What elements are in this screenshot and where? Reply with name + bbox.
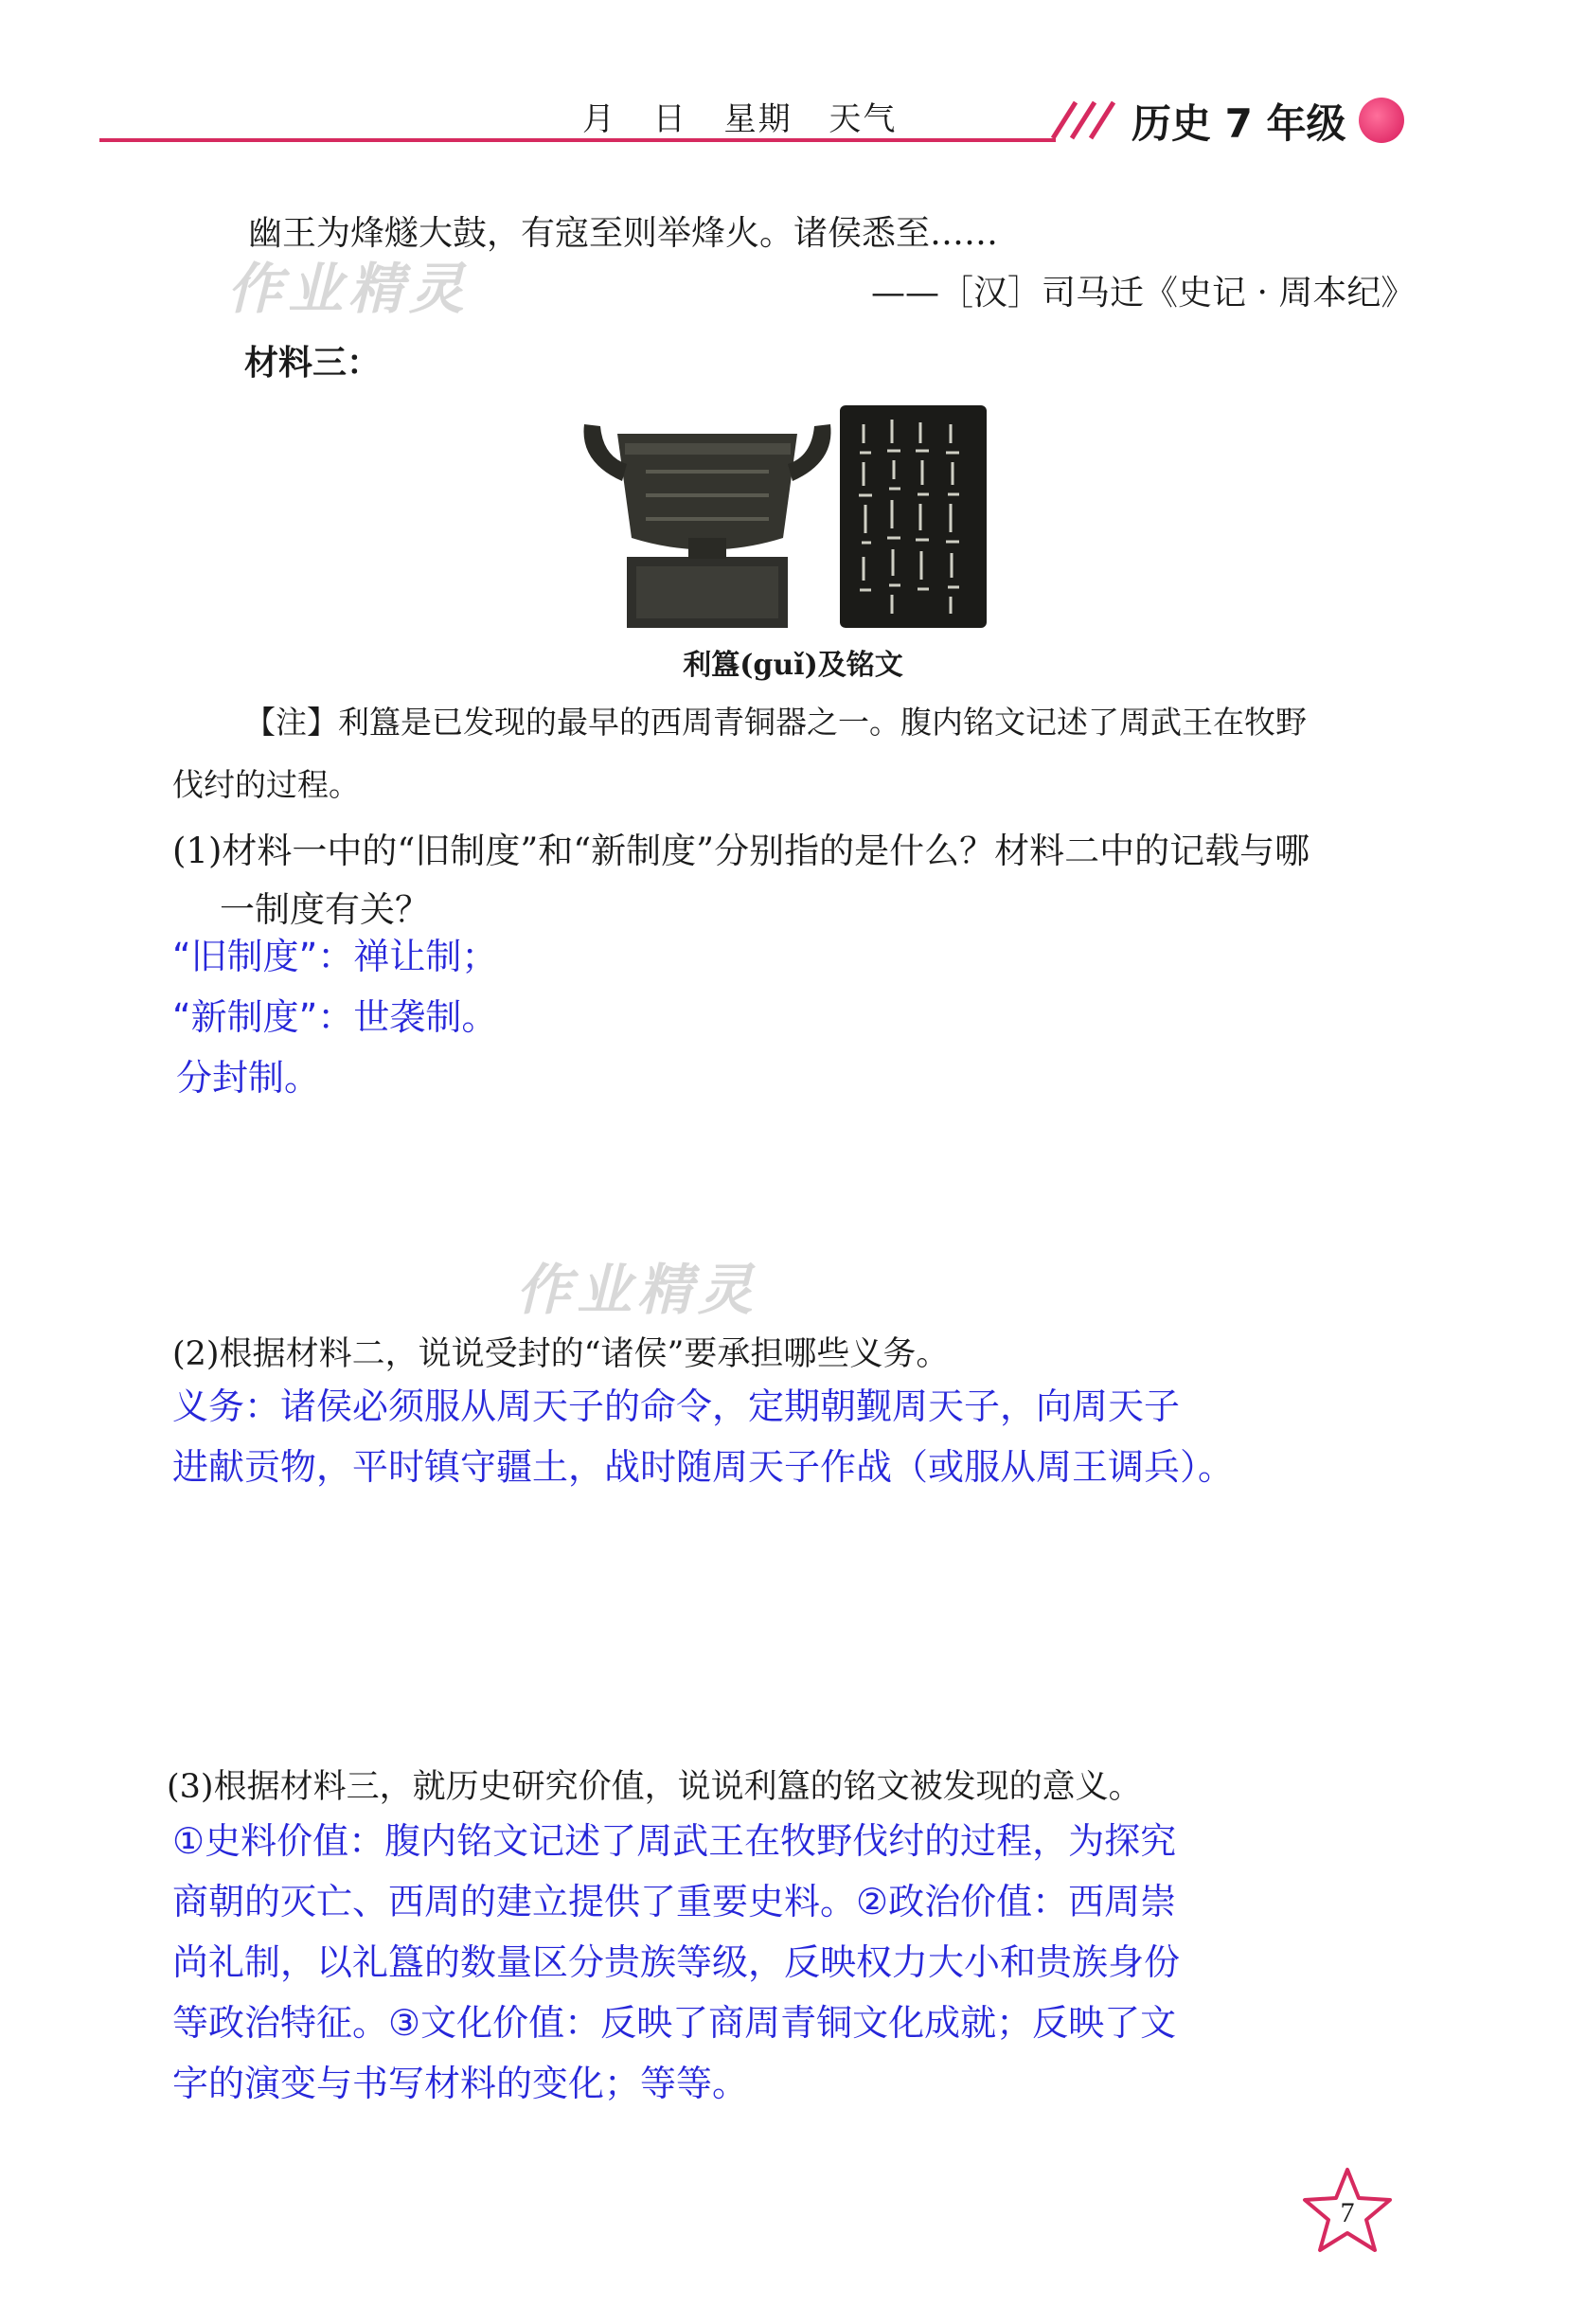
material3-label: 材料三： [244, 343, 382, 383]
watermark-middle: 作业精灵 [516, 1258, 759, 1322]
material3-note-line2: 伐纣的过程。 [172, 766, 360, 803]
answer-2-line2: 进献贡物，平时镇守疆土，战时随周天子作战（或服从周王调兵）。 [172, 1446, 1235, 1488]
watermark-top: 作业精灵 [227, 257, 471, 321]
answer-3-line3: 尚礼制，以礼簋的数量区分贵族等级，反映权力大小和贵族身份 [172, 1941, 1181, 1983]
subject-grade: 历史 7 年级 [1132, 100, 1346, 147]
material2-source: ——［汉］司马迁《史记 · 周本纪》 [871, 274, 1416, 313]
answer-2 [172, 1376, 1234, 1497]
decorative-slashes-icon [1040, 98, 1125, 141]
answer-3-line1: ①史料价值：腹内铭文记述了周武王在牧野伐纣的过程，为探究 [172, 1820, 1177, 1862]
circle-icon [1359, 98, 1404, 143]
question-2: (2)根据材料二，说说受封的“诸侯”要承担哪些义务。 [172, 1335, 950, 1373]
answer-1-line2: “新制度”：世袭制。 [172, 996, 498, 1038]
material3-note-line1: 【注】利簋是已发现的最早的西周青铜器之一。腹内铭文记述了周武王在牧野 [244, 704, 1307, 741]
answer-3-line2: 商朝的灭亡、西周的建立提供了重要史料。②政治价值：西周崇 [172, 1881, 1177, 1922]
date-fields: 月 日 星期 天气 [582, 100, 898, 138]
image-caption: 利簋(guǐ)及铭文 [683, 649, 903, 682]
answer-3 [172, 1811, 1180, 2114]
question-1-line2: 一制度有关？ [220, 889, 430, 930]
answer-1 [172, 926, 497, 1108]
header-divider [99, 138, 1056, 142]
page-number-text: 7 [1340, 2197, 1355, 2228]
material2-quote: 幽王为烽燧大鼓，有寇至则举烽火。诸侯悉至…… [248, 214, 999, 253]
answer-1-line1: “旧制度”：禅让制； [172, 936, 498, 977]
answer-3-line4: 等政治特征。③文化价值：反映了商周青铜文化成就；反映了文 [172, 2002, 1177, 2044]
bronze-vessel-icon [579, 405, 987, 628]
question-1 [172, 822, 1310, 939]
answer-1-line3: 分封制。 [176, 1057, 321, 1099]
page-number [1300, 2165, 1395, 2255]
question-1-line1: (1)材料一中的“旧制度”和“新制度”分别指的是什么？材料二中的记载与哪 [172, 831, 1310, 871]
answer-2-line1: 义务：诸侯必须服从周天子的命令，定期朝觐周天子，向周天子 [172, 1385, 1181, 1427]
ligui-image [579, 405, 987, 628]
question-3: (3)根据材料三，就历史研究价值，说说利簋的铭文被发现的意义。 [167, 1768, 1142, 1806]
answer-3-line5: 字的演变与书写材料的变化；等等。 [172, 2063, 749, 2104]
